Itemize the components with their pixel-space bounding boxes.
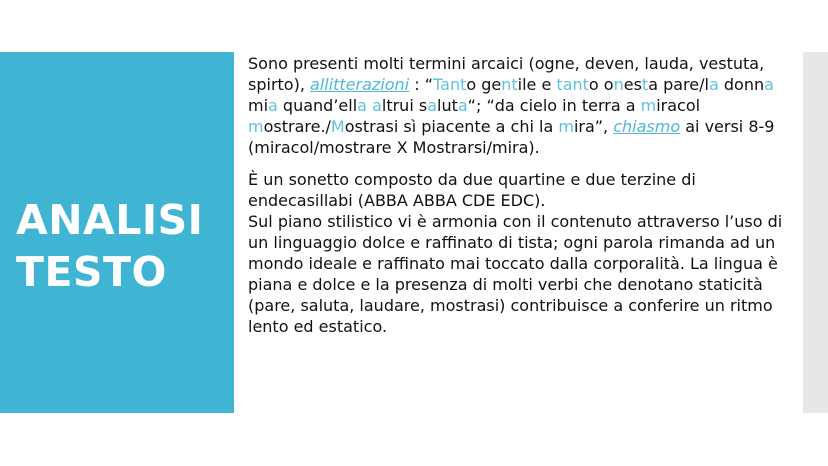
alliteration-letter: t — [511, 75, 518, 94]
side-accent-bar — [803, 52, 828, 413]
title-panel — [0, 52, 234, 413]
paragraph-structure-style — [248, 169, 796, 337]
quote-text: a pare/l — [648, 75, 709, 94]
slide-title-line-1: ANALISI — [16, 196, 204, 244]
alliteration-letter: n — [613, 75, 624, 94]
alliteration-letter: a — [457, 96, 468, 115]
slide-title-line-2: TESTO — [16, 248, 167, 296]
text-versi: ai versi 8-9 (miracol/mostrare X Mostrarsi/mira). — [248, 117, 775, 157]
alliteration-letter: n — [449, 75, 461, 94]
alliteration-letter: a — [440, 75, 450, 94]
alliteration-letter: t — [641, 75, 649, 94]
quote-text: o ge — [466, 75, 502, 94]
quote-text: ile e — [517, 75, 557, 94]
alliteration-letter: a — [427, 96, 437, 115]
quote-text: “; “da cielo in terra a — [467, 96, 641, 115]
quote-text: quand’ell — [277, 96, 358, 115]
slide-title — [16, 194, 203, 298]
quote-text: ostrare./ — [263, 117, 331, 136]
text-stile: Sul piano stilistico vi è armonia con il contenuto attraverso l’uso di un linguaggio dolce e raffinato di tista; ogni parola rimanda ad un mondo ideale e raffinato mai toccato dalla corporalità. La lingua è piana e dolce e la presenza di molti verbi che denotano staticità (pare, saluta, laudare, mostrasi) contribuisce a conferire un ritmo lento ed estatico. — [248, 212, 783, 336]
quote-text: donn — [718, 75, 765, 94]
analysis-text — [248, 53, 796, 337]
quote-text: ira”, — [573, 117, 614, 136]
alliteration-letter: M — [330, 117, 345, 136]
alliteration-letter: a — [764, 75, 774, 94]
text-arcaici: Sono presenti molti termini arcaici (ogne, deven, lauda, vestuta, spirto), — [248, 54, 765, 94]
quote-text: mi — [248, 96, 269, 115]
alliteration-letter: m — [640, 96, 657, 115]
link-chiasmo[interactable]: chiasmo — [613, 117, 681, 136]
text-sonetto: È un sonetto composto da due quartine e due terzine di endecasillabi (ABBA ABBA CDE EDC). — [248, 170, 696, 210]
alliteration-letter: a — [372, 96, 382, 115]
paragraph-figures-of-speech — [248, 53, 796, 158]
alliteration-letter: T — [433, 75, 441, 94]
quote-text: iracol — [656, 96, 701, 115]
alliteration-letter: a — [708, 75, 719, 94]
quote-text: ostrasi sì piacente a chi la — [344, 117, 559, 136]
alliteration-letter: t — [460, 75, 467, 94]
quote-text: o o — [588, 75, 614, 94]
quote-text: ltrui s — [381, 96, 428, 115]
alliteration-letter: t — [582, 75, 589, 94]
alliteration-letter: a — [562, 75, 573, 94]
alliteration-letter: m — [558, 117, 574, 136]
alliteration-letter: t — [556, 75, 563, 94]
quote-text: lut — [437, 96, 458, 115]
alliteration-letter: n — [572, 75, 583, 94]
alliteration-letter: a — [357, 96, 367, 115]
quote-text: es — [623, 75, 642, 94]
alliteration-letter: m — [248, 117, 264, 136]
alliteration-letter: a — [268, 96, 278, 115]
link-allitterazioni[interactable]: allitterazioni — [310, 75, 410, 94]
text-colon: : “ — [409, 75, 433, 94]
alliteration-letter: n — [501, 75, 512, 94]
